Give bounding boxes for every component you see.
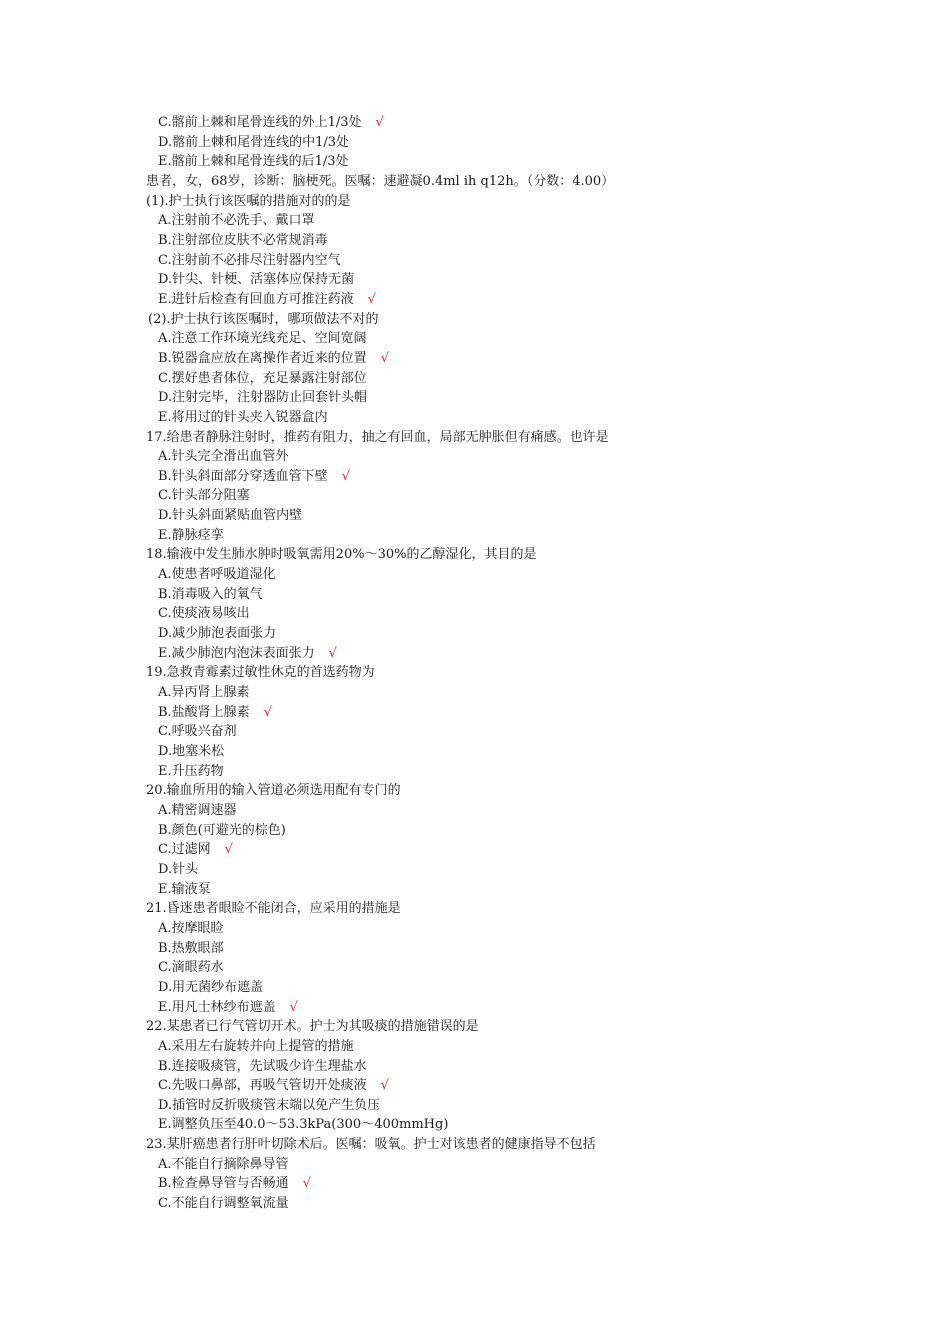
option-label: C.髂前上棘和尾骨连线的外上1/3处 [158,115,362,130]
option-label: B.消毒吸入的氧气 [158,586,263,602]
option-label: D.针尖、针梗、活塞体应保持无菌 [158,272,355,288]
answer-option [0,801,950,821]
answer-option [0,1096,950,1116]
answer-option [0,408,950,428]
option-label: C.不能自行调整氧流量 [158,1196,289,1212]
question-label: 21.昏迷患者眼睑不能闭合，应采用的措施是 [146,901,401,917]
correct-check-icon: √ [302,1176,311,1192]
answer-option [0,624,950,644]
question-text [0,899,950,919]
option-label: D.针头斜面紧贴血管内壁 [158,508,303,524]
correct-check-icon: √ [380,350,389,366]
question-text [0,192,950,212]
option-label: D.用无菌纱布遮盖 [158,979,264,995]
option-label: C.使痰液易咳出 [158,606,250,622]
answer-option [0,703,950,723]
question-label: 23.某肝癌患者行肝叶切除术后。医嘱：吸氧。护士对该患者的健康指导不包括 [146,1137,596,1153]
option-label: B.锐器盒应放在离操作者近来的位置 [158,350,367,366]
option-label: B.注射部位皮肤不必常规消毒 [158,232,328,248]
answer-option [0,821,950,841]
option-label: A.采用左右旋转并向上提管的措施 [158,1038,354,1054]
answer-option [0,1076,950,1096]
answer-option [0,152,950,172]
option-label: D.地塞米松 [158,744,225,759]
question-text [0,545,950,565]
answer-option [0,526,950,546]
option-label: E.调整负压至40.0～53.3kPa(300～400mmHg) [158,1117,449,1133]
option-label: D.注射完毕，注射器防止回套针头帽 [158,390,368,406]
answer-option [0,978,950,998]
option-label: E.将用过的针头夹入锐器盒内 [158,409,328,425]
exam-document [0,113,950,1214]
answer-option [0,585,950,605]
question-text [0,310,950,330]
answer-option [0,467,950,487]
option-label: A.针头完全滑出血管外 [158,449,289,465]
answer-option [0,860,950,880]
answer-option [0,880,950,900]
option-label: B.热敷眼部 [158,940,224,956]
answer-option [0,722,950,742]
correct-check-icon: √ [341,468,350,484]
answer-option [0,133,950,153]
answer-option [0,1155,950,1175]
question-text [0,1135,950,1155]
answer-option [0,290,950,310]
answer-option [0,958,950,978]
question-label: 17.给患者静脉注射时，推药有阻力，抽之有回血，局部无肿胀但有痛感。也许是 [146,429,609,445]
option-label: E.髂前上棘和尾骨连线的后1/3处 [158,154,349,170]
option-label: E.静脉痉挛 [158,527,224,543]
correct-check-icon: √ [375,115,384,130]
option-label: A.精密调速器 [158,802,237,818]
answer-option [0,349,950,369]
option-label: B.针头斜面部分穿透血管下壁 [158,468,328,484]
option-label: C.过滤网 [158,842,211,858]
answer-option [0,683,950,703]
question-label: (1).护士执行该医嘱的措施对的的是 [146,193,351,209]
option-label: B.颜色(可避光的棕色) [158,822,286,838]
answer-option [0,369,950,389]
option-label: A.按摩眼睑 [158,920,224,936]
answer-option [0,565,950,585]
answer-option [0,486,950,506]
option-label: C.注射前不必排尽注射器内空气 [158,252,341,268]
option-label: A.不能自行摘除鼻导管 [158,1156,289,1172]
question-text [0,1017,950,1037]
option-label: D.插管时反折吸痰管末端以免产生负压 [158,1097,381,1113]
option-label: E.用凡士林纱布遮盖 [158,999,276,1015]
question-text [0,428,950,448]
correct-check-icon: √ [224,842,233,858]
answer-option [0,604,950,624]
answer-option [0,1174,950,1194]
answer-option [0,113,950,133]
answer-option [0,506,950,526]
question-text [0,781,950,801]
answer-option [0,1057,950,1077]
option-label: E.进针后检查有回血方可推注药液 [158,291,354,307]
answer-option [0,329,950,349]
answer-option [0,840,950,860]
question-text [0,172,950,192]
correct-check-icon: √ [263,704,272,720]
option-label: B.连接吸痰管，先试吸少许生理盐水 [158,1058,367,1074]
answer-option [0,270,950,290]
option-label: C.摆好患者体位，充足暴露注射部位 [158,370,367,386]
answer-option [0,762,950,782]
question-label: 20.输血所用的输入管道必须选用配有专门的 [146,783,401,799]
option-label: E.升压药物 [158,763,224,779]
option-label: C.滴眼药水 [158,960,224,976]
answer-option [0,939,950,959]
answer-option [0,447,950,467]
option-label: A.注意工作环境光线充足、空间宽阔 [158,331,367,347]
correct-check-icon: √ [328,645,337,661]
answer-option [0,742,950,762]
question-label: 19.急救青霉素过敏性休克的首选药物为 [146,665,375,681]
question-label: 18.输液中发生肺水肿时吸氧需用20%～30%的乙醇湿化，其目的是 [146,547,537,563]
option-label: A.注射前不必洗手、戴口罩 [158,213,315,229]
question-label: (2).护士执行该医嘱时，哪项做法不对的 [148,311,379,327]
answer-option [0,1037,950,1057]
correct-check-icon: √ [367,291,376,307]
answer-option [0,251,950,271]
question-label: 22.某患者已行气管切开术。护士为其吸痰的措施错误的是 [146,1019,479,1035]
answer-option [0,644,950,664]
question-label: 患者，女，68岁，诊断：脑梗死。医嘱：速避凝0.4ml ih q12h。（分数：4.00） [146,173,615,189]
question-text [0,663,950,683]
option-label: C.先吸口鼻部，再吸气管切开处痰液 [158,1078,367,1094]
answer-option [0,388,950,408]
option-label: D.针头 [158,861,199,877]
correct-check-icon: √ [289,999,298,1015]
answer-option [0,211,950,231]
option-label: D.髂前上棘和尾骨连线的中1/3处 [158,134,350,150]
option-label: A.使患者呼吸道湿化 [158,567,276,583]
option-label: B.检查鼻导管与否畅通 [158,1176,289,1192]
answer-option [0,998,950,1018]
answer-option [0,919,950,939]
option-label: C.呼吸兴奋剂 [158,724,237,740]
option-label: D.减少肺泡表面张力 [158,626,277,642]
option-label: E.减少肺泡内泡沫表面张力 [158,645,315,661]
correct-check-icon: √ [380,1078,389,1094]
option-label: B.盐酸肾上腺素 [158,704,250,720]
option-label: C.针头部分阻塞 [158,488,250,504]
answer-option [0,1115,950,1135]
option-label: A.异丙肾上腺素 [158,685,250,701]
answer-option [0,231,950,251]
option-label: E.输液泵 [158,881,211,897]
answer-option [0,1194,950,1214]
